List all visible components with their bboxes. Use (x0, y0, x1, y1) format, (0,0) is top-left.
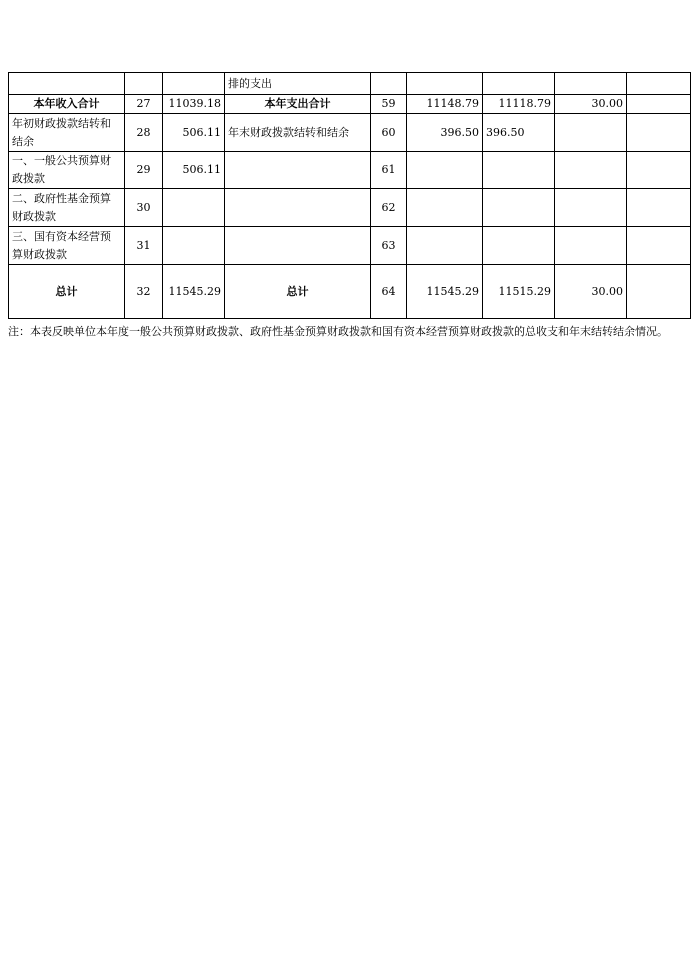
cell-income-amount: 506.11 (163, 152, 225, 189)
cell-expense-sub1 (483, 73, 555, 95)
cell-income-item: 本年收入合计 (9, 95, 125, 114)
cell-expense-sub3 (627, 227, 691, 265)
cell-income-line: 32 (125, 265, 163, 319)
cell-expense-item: 年末财政拨款结转和结余 (225, 114, 371, 152)
cell-expense-sub1 (483, 189, 555, 227)
cell-expense-sub1 (483, 152, 555, 189)
cell-income-item: 一、一般公共预算财政拨款 (9, 152, 125, 189)
cell-income-item (9, 73, 125, 95)
cell-expense-item (225, 152, 371, 189)
cell-expense-sub2: 30.00 (555, 265, 627, 319)
cell-expense-item (225, 189, 371, 227)
cell-expense-sub1: 11118.79 (483, 95, 555, 114)
cell-expense-sub2 (555, 152, 627, 189)
cell-income-amount (163, 227, 225, 265)
cell-expense-total (407, 227, 483, 265)
cell-income-item: 总计 (9, 265, 125, 319)
cell-expense-line: 60 (371, 114, 407, 152)
cell-income-item: 年初财政拨款结转和结余 (9, 114, 125, 152)
cell-expense-sub3 (627, 95, 691, 114)
cell-income-item: 三、国有资本经营预算财政拨款 (9, 227, 125, 265)
cell-expense-total (407, 73, 483, 95)
cell-expense-sub1: 11515.29 (483, 265, 555, 319)
cell-income-line: 31 (125, 227, 163, 265)
cell-expense-line: 64 (371, 265, 407, 319)
table-row (9, 95, 691, 114)
table-row (9, 114, 691, 152)
cell-expense-sub2 (555, 227, 627, 265)
cell-expense-line: 63 (371, 227, 407, 265)
cell-income-line: 29 (125, 152, 163, 189)
cell-expense-sub2 (555, 73, 627, 95)
cell-income-amount: 506.11 (163, 114, 225, 152)
cell-expense-sub3 (627, 73, 691, 95)
fiscal-appropriation-table (8, 72, 691, 319)
table-row (9, 189, 691, 227)
cell-expense-sub2: 30.00 (555, 95, 627, 114)
cell-expense-sub1: 396.50 (483, 114, 555, 152)
table-footnote: 注：本表反映单位本年度一般公共预算财政拨款、政府性基金预算财政拨款和国有资本经营预算财政拨款的总收支和年末结转结余情况。 (8, 325, 668, 338)
cell-expense-total (407, 152, 483, 189)
table-row (9, 73, 691, 95)
cell-income-line (125, 73, 163, 95)
cell-expense-sub1 (483, 227, 555, 265)
cell-income-line: 27 (125, 95, 163, 114)
fiscal-appropriation-table-sheet (8, 72, 690, 341)
table-row (9, 265, 691, 319)
cell-expense-sub3 (627, 152, 691, 189)
cell-expense-total: 396.50 (407, 114, 483, 152)
cell-expense-item (225, 227, 371, 265)
cell-expense-sub3 (627, 265, 691, 319)
cell-expense-sub3 (627, 189, 691, 227)
cell-expense-item: 本年支出合计 (225, 95, 371, 114)
cell-expense-total: 11545.29 (407, 265, 483, 319)
cell-income-line: 28 (125, 114, 163, 152)
cell-expense-sub3 (627, 114, 691, 152)
table-row (9, 152, 691, 189)
cell-expense-item: 总计 (225, 265, 371, 319)
cell-expense-line: 61 (371, 152, 407, 189)
cell-expense-line (371, 73, 407, 95)
cell-income-amount (163, 189, 225, 227)
cell-income-amount: 11039.18 (163, 95, 225, 114)
cell-expense-total: 11148.79 (407, 95, 483, 114)
cell-income-line: 30 (125, 189, 163, 227)
cell-income-amount (163, 73, 225, 95)
cell-income-amount: 11545.29 (163, 265, 225, 319)
cell-expense-item: 排的支出 (225, 73, 371, 95)
table-row (9, 227, 691, 265)
cell-income-item: 二、政府性基金预算财政拨款 (9, 189, 125, 227)
cell-expense-line: 62 (371, 189, 407, 227)
cell-expense-sub2 (555, 114, 627, 152)
cell-expense-total (407, 189, 483, 227)
cell-expense-line: 59 (371, 95, 407, 114)
cell-expense-sub2 (555, 189, 627, 227)
